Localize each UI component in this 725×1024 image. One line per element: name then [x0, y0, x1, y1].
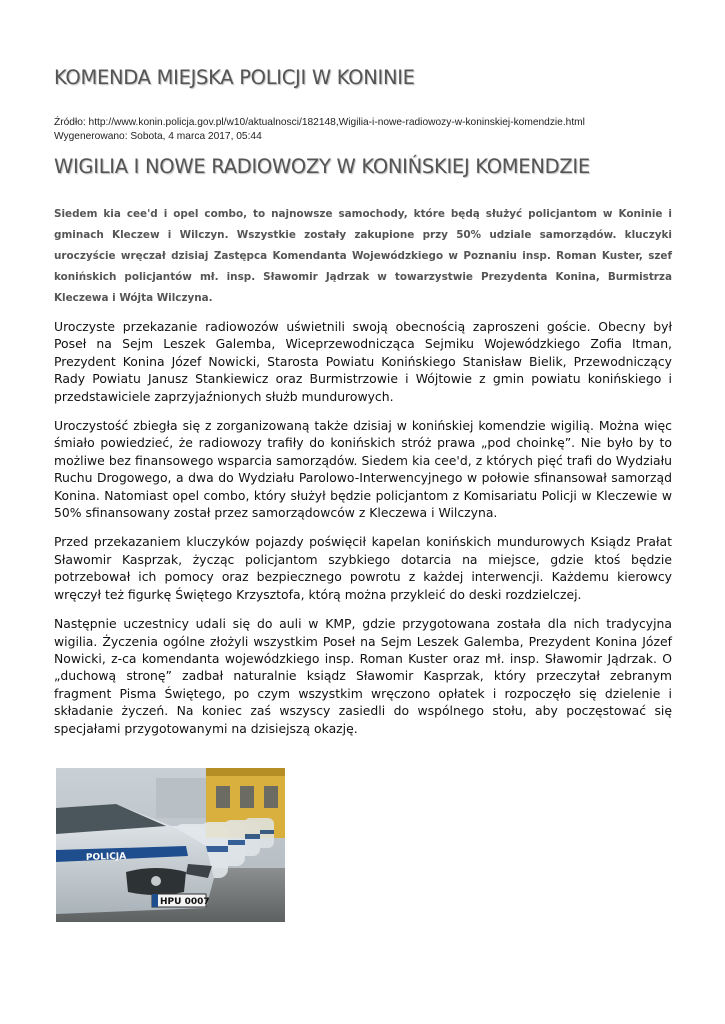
generated-line: Wygenerowano: Sobota, 4 marca 2017, 05:44 — [54, 131, 262, 142]
article-body — [54, 318, 672, 749]
article-lead: Siedem kia cee'd i opel combo, to najnowsze samochody, które będą służyć policjantom w Koninie i gminach Kleczew i Wilczyn. Wszystkie zostały zakupione przy 50% udziale samorządów. kluczyki uroczyście wręczał dzisiaj Zastępca Komendanta Wojewódzkiego w Poznaniu insp. Roman Kuster, szef konińskich policjantów mł. insp. Sławomir Jądrzak w towarzystwie Prezydenta Konina, Burmistrza Kleczewa i Wójta Wilczyna. — [54, 208, 672, 304]
police-cars-photo — [56, 768, 285, 922]
paragraph: Następnie uczestnicy udali się do auli w KMP, gdzie przygotowana została dla nich tradycyjna wigilia. Życzenia ogólne złożyli wszystkim Poseł na Sejm Leszek Galemba, Prezydent Konina Józef Nowicki, z-ca komendanta wojewódzkiego insp. Roman Kuster oraz mł. insp. Sławomir Jądrzak. O „duchową stronę” zadbał naturalnie ksiądz Sławomir Kasprzak, który przeczytał zebranym fragment Pisma Świętego, po czym wszystkim wręczono opłatek i rozpoczęło się dzielenie i składanie życzeń. Na koniec zaś wszyscy zasiedli do wspólnego stołu, aby poczęstować się specjałami przygotowanymi na dzisiejszą okazję. — [54, 616, 672, 736]
paragraph: Przed przekazaniem kluczyków pojazdy poświęcił kapelan konińskich mundurowych Ksiądz Prałat Sławomir Kasprzak, życząc policjantom szybkiego dotarcia na miejsce, gdzie ktoś będzie potrzebował ich pomocy oraz bezpiecznego powrotu z każdej interwencji. Każdemu kierowcy wręczył też figurkę Świętego Krzysztofa, którą można przykleić do deski rozdzielczej. — [54, 534, 672, 602]
paragraph: Uroczystość zbiegła się z zorganizowaną także dzisiaj w konińskiej komendzie wigilią. Można więc śmiało powiedzieć, że radiowozy trafiły do konińskich stróż prawa „pod choinkę”. Nie było by to możliwe bez finansowego wsparcia samorządów. Siedem kia cee'd, z których pięć trafi do Wydziału Ruchu Drogowego, a dwa do Wydziału Parolowo-Interwencyjnego w połowie sfinansował samorząd Konina. Natomiast opel combo, który służył będzie policjantom z Komisariatu Policji w Kleczewie w 50% sfinansowany został przez samorządowców z Kleczewa i Wilczyna. — [54, 418, 672, 521]
site-title: KOMENDA MIEJSKA POLICJI W KONINIE — [54, 66, 415, 89]
paragraph: Uroczyste przekazanie radiowozów uświetnili swoją obecnością zaproszeni goście. Obecny był Poseł na Sejm Leszek Galemba, Wiceprzewodnicząca Sejmiku Wojewódzkiego Zofia Itman, Prezydent Konina Józef Nowicki, Starosta Powiatu Konińskiego Stanisław Bielik, Przewodniczący Rady Powiatu Janusz Stankiewicz oraz Burmistrzowie i Wójtowie z gmin powiatu konińskiego i przedstawiciele zaprzyjaźnionych służb mundurowych. — [54, 319, 672, 404]
license-plate: HPU 0007 — [160, 897, 210, 907]
source-line: Źródło: http://www.konin.policja.gov.pl/w10/aktualnosci/182148,Wigilia-i-nowe-radiowozy-w-koninskiej-komendzie.html — [54, 117, 585, 128]
document-meta — [54, 116, 684, 144]
car-label: POLICJA — [85, 851, 127, 863]
article-photo — [56, 768, 285, 922]
article-title: WIGILIA I NOWE RADIOWOZY W KONIŃSKIEJ KOMENDZIE — [54, 155, 590, 178]
